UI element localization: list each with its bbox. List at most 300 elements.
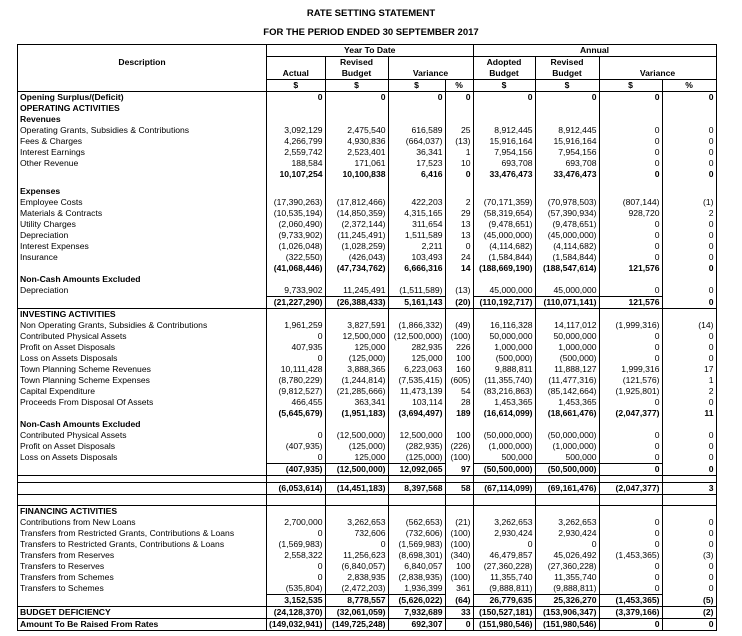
value-cell: 0 xyxy=(599,561,662,572)
table-row xyxy=(18,506,717,518)
value-cell: (14,850,359) xyxy=(325,208,388,219)
value-cell: (125,000) xyxy=(325,441,388,452)
value-cell: (6,053,614) xyxy=(267,483,326,495)
ytd-group-header: Year To Date xyxy=(267,45,474,57)
value-cell: 13 xyxy=(445,219,473,230)
row-label: Operating Grants, Subsidies & Contributions xyxy=(18,125,267,136)
value-cell: 17,523 xyxy=(388,158,445,169)
value-cell: 1 xyxy=(662,375,716,386)
value-cell: (5,626,022) xyxy=(388,595,445,607)
value-cell xyxy=(388,419,445,430)
value-cell xyxy=(325,274,388,285)
value-cell: 12,092,065 xyxy=(388,464,445,476)
value-cell: 0 xyxy=(662,263,716,274)
value-cell: (535,804) xyxy=(267,583,326,595)
value-cell: 100 xyxy=(445,430,473,441)
units-row xyxy=(18,80,717,92)
table-row xyxy=(18,430,717,441)
row-label xyxy=(18,169,267,180)
value-cell xyxy=(267,114,326,125)
value-cell: 1,000,000 xyxy=(473,342,535,353)
value-cell: (1,866,332) xyxy=(388,320,445,331)
value-cell xyxy=(325,495,388,506)
row-label: Profit on Asset Disposals xyxy=(18,441,267,452)
value-cell: 0 xyxy=(599,158,662,169)
value-cell: (47,734,762) xyxy=(325,263,388,274)
row-label: Opening Surplus/(Deficit) xyxy=(18,92,267,104)
value-cell: (2,838,935) xyxy=(388,572,445,583)
value-cell: (50,000,000) xyxy=(473,430,535,441)
value-cell: (11,477,316) xyxy=(535,375,599,386)
table-row xyxy=(18,607,717,619)
value-cell: 1,936,399 xyxy=(388,583,445,595)
row-label: Transfers from Schemes xyxy=(18,572,267,583)
value-cell: (121,576) xyxy=(599,375,662,386)
table-row xyxy=(18,252,717,263)
value-cell: 928,720 xyxy=(599,208,662,219)
value-cell xyxy=(473,506,535,518)
row-label: Insurance xyxy=(18,252,267,263)
value-cell: 103,493 xyxy=(388,252,445,263)
value-cell xyxy=(267,186,326,197)
value-cell: (17,390,263) xyxy=(267,197,326,208)
value-cell: 8,912,445 xyxy=(473,125,535,136)
value-cell xyxy=(445,309,473,321)
value-cell: 7,954,156 xyxy=(535,147,599,158)
row-label xyxy=(18,595,267,607)
value-cell: 0 xyxy=(662,528,716,539)
statement-period: FOR THE PERIOD ENDED 30 SEPTEMBER 2017 xyxy=(263,27,479,38)
value-cell: 0 xyxy=(662,572,716,583)
value-cell: 0 xyxy=(445,92,473,104)
value-cell: 2,930,424 xyxy=(473,528,535,539)
table-row xyxy=(18,386,717,397)
value-cell: (6,840,057) xyxy=(325,561,388,572)
value-cell: 363,341 xyxy=(325,397,388,408)
value-cell xyxy=(267,309,326,321)
value-cell xyxy=(662,506,716,518)
value-cell: 0 xyxy=(325,539,388,550)
value-cell: (21,227,290) xyxy=(267,297,326,309)
value-cell: 0 xyxy=(267,572,326,583)
value-cell xyxy=(445,476,473,483)
value-cell xyxy=(599,274,662,285)
row-label: Amount To Be Raised From Rates xyxy=(18,619,267,631)
table-row xyxy=(18,263,717,274)
statement-title: RATE SETTING STATEMENT xyxy=(306,8,436,19)
adopted-budget-header-1: Adopted xyxy=(473,57,535,69)
value-cell: 0 xyxy=(599,583,662,595)
value-cell: 1,961,259 xyxy=(267,320,326,331)
value-cell: (3,379,166) xyxy=(599,607,662,619)
value-cell xyxy=(325,476,388,483)
value-cell: (27,360,228) xyxy=(473,561,535,572)
value-cell: (4,114,682) xyxy=(473,241,535,252)
value-cell: 8,778,557 xyxy=(325,595,388,607)
value-cell xyxy=(662,476,716,483)
value-cell: 50,000,000 xyxy=(473,331,535,342)
annual-revised-budget-header-2: Budget xyxy=(535,68,599,80)
value-cell: (5,645,679) xyxy=(267,408,326,419)
value-cell xyxy=(445,506,473,518)
value-cell: (100) xyxy=(445,528,473,539)
value-cell: 0 xyxy=(267,353,326,364)
value-cell: 0 xyxy=(599,430,662,441)
value-cell: 0 xyxy=(662,230,716,241)
value-cell: 0 xyxy=(662,219,716,230)
value-cell: 0 xyxy=(535,539,599,550)
actual-header: Actual xyxy=(267,57,326,80)
row-label: Other Revenue xyxy=(18,158,267,169)
value-cell: 24 xyxy=(445,252,473,263)
value-cell: 7,932,689 xyxy=(388,607,445,619)
value-cell: (1,453,365) xyxy=(599,550,662,561)
value-cell xyxy=(662,274,716,285)
value-cell: 0 xyxy=(599,331,662,342)
value-cell: 0 xyxy=(599,92,662,104)
value-cell xyxy=(535,309,599,321)
value-cell: (149,725,248) xyxy=(325,619,388,631)
row-label: BUDGET DEFICIENCY xyxy=(18,607,267,619)
value-cell: (2,060,490) xyxy=(267,219,326,230)
value-cell: 10,107,254 xyxy=(267,169,326,180)
value-cell: (21) xyxy=(445,517,473,528)
table-row xyxy=(18,441,717,452)
row-label: Expenses xyxy=(18,186,267,197)
table-row xyxy=(18,285,717,297)
value-cell: 97 xyxy=(445,464,473,476)
value-cell: 0 xyxy=(662,619,716,631)
table-row xyxy=(18,495,717,506)
value-cell: 0 xyxy=(662,125,716,136)
row-label xyxy=(18,495,267,506)
value-cell: 6,840,057 xyxy=(388,561,445,572)
value-cell: 171,061 xyxy=(325,158,388,169)
value-cell: 0 xyxy=(599,452,662,464)
unit-cell: $ xyxy=(325,80,388,92)
description-header: Description xyxy=(18,45,267,80)
value-cell: (50,500,000) xyxy=(473,464,535,476)
table-row xyxy=(18,114,717,125)
value-cell: 0 xyxy=(267,528,326,539)
value-cell: 121,576 xyxy=(599,263,662,274)
value-cell: (226) xyxy=(445,441,473,452)
row-label: Non-Cash Amounts Excluded xyxy=(18,274,267,285)
value-cell: (1,584,844) xyxy=(535,252,599,263)
value-cell: 0 xyxy=(445,619,473,631)
value-cell xyxy=(599,476,662,483)
row-label: Contributions from New Loans xyxy=(18,517,267,528)
value-cell xyxy=(267,103,326,114)
value-cell: 0 xyxy=(599,342,662,353)
value-cell: (50,000,000) xyxy=(535,430,599,441)
value-cell: (500,000) xyxy=(535,353,599,364)
value-cell: 0 xyxy=(388,92,445,104)
value-cell: 500,000 xyxy=(535,452,599,464)
row-label: Proceeds From Disposal Of Assets xyxy=(18,397,267,408)
value-cell xyxy=(599,103,662,114)
value-cell: 2,475,540 xyxy=(325,125,388,136)
value-cell xyxy=(473,309,535,321)
value-cell: 12,500,000 xyxy=(388,430,445,441)
row-label: Transfers to Restricted Grants, Contributions & Loans xyxy=(18,539,267,550)
table-row xyxy=(18,241,717,252)
revised-budget-header-1: Revised xyxy=(325,57,388,69)
row-label: Depreciation xyxy=(18,285,267,297)
value-cell: (10,535,194) xyxy=(267,208,326,219)
value-cell xyxy=(267,419,326,430)
value-cell: (1,951,183) xyxy=(325,408,388,419)
value-cell: 6,666,316 xyxy=(388,263,445,274)
value-cell: 282,935 xyxy=(388,342,445,353)
value-cell: 125,000 xyxy=(325,342,388,353)
value-cell: 7,954,156 xyxy=(473,147,535,158)
value-cell: 25 xyxy=(445,125,473,136)
value-cell xyxy=(535,114,599,125)
table-row xyxy=(18,375,717,386)
value-cell: 0 xyxy=(662,158,716,169)
value-cell: 693,708 xyxy=(535,158,599,169)
row-label: Revenues xyxy=(18,114,267,125)
unit-cell: % xyxy=(662,80,716,92)
value-cell: 692,307 xyxy=(388,619,445,631)
value-cell: (49) xyxy=(445,320,473,331)
value-cell xyxy=(445,419,473,430)
value-cell: (149,032,941) xyxy=(267,619,326,631)
value-cell: 0 xyxy=(662,561,716,572)
value-cell xyxy=(662,495,716,506)
value-cell: 14,117,012 xyxy=(535,320,599,331)
value-cell: 17 xyxy=(662,364,716,375)
value-cell: (1,569,983) xyxy=(388,539,445,550)
value-cell: (16,614,099) xyxy=(473,408,535,419)
value-cell: (26,388,433) xyxy=(325,297,388,309)
value-cell xyxy=(535,476,599,483)
value-cell: (150,527,181) xyxy=(473,607,535,619)
value-cell: 0 xyxy=(599,285,662,297)
row-label xyxy=(18,464,267,476)
annual-variance-header: Variance xyxy=(599,57,716,80)
value-cell: 4,315,165 xyxy=(388,208,445,219)
value-cell: (1,569,983) xyxy=(267,539,326,550)
value-cell: 11 xyxy=(662,408,716,419)
value-cell: (9,733,902) xyxy=(267,230,326,241)
value-cell xyxy=(473,419,535,430)
value-cell: (9,888,811) xyxy=(535,583,599,595)
value-cell: (83,216,863) xyxy=(473,386,535,397)
value-cell: (110,192,717) xyxy=(473,297,535,309)
table-row xyxy=(18,169,717,180)
value-cell xyxy=(473,274,535,285)
value-cell: (7,535,415) xyxy=(388,375,445,386)
value-cell: 45,026,492 xyxy=(535,550,599,561)
value-cell xyxy=(473,186,535,197)
unit-cell: $ xyxy=(473,80,535,92)
value-cell: (605) xyxy=(445,375,473,386)
table-row xyxy=(18,550,717,561)
value-cell: 54 xyxy=(445,386,473,397)
value-cell: (322,550) xyxy=(267,252,326,263)
value-cell: 361 xyxy=(445,583,473,595)
value-cell: (69,161,476) xyxy=(535,483,599,495)
value-cell: 11,888,127 xyxy=(535,364,599,375)
value-cell: 500,000 xyxy=(473,452,535,464)
value-cell xyxy=(388,495,445,506)
row-label: INVESTING ACTIVITIES xyxy=(18,309,267,321)
row-label: Non-Cash Amounts Excluded xyxy=(18,419,267,430)
value-cell: 121,576 xyxy=(599,297,662,309)
row-label: Town Planning Scheme Expenses xyxy=(18,375,267,386)
value-cell xyxy=(599,186,662,197)
value-cell: 0 xyxy=(599,528,662,539)
table-row xyxy=(18,561,717,572)
value-cell xyxy=(662,186,716,197)
value-cell: (282,935) xyxy=(388,441,445,452)
table-row xyxy=(18,320,717,331)
value-cell: (5) xyxy=(662,595,716,607)
value-cell xyxy=(473,103,535,114)
value-cell: 0 xyxy=(662,136,716,147)
value-cell: 11,473,139 xyxy=(388,386,445,397)
value-cell: (1,028,259) xyxy=(325,241,388,252)
value-cell: 15,916,164 xyxy=(535,136,599,147)
value-cell: (807,144) xyxy=(599,197,662,208)
row-label: Transfers to Schemes xyxy=(18,583,267,595)
value-cell xyxy=(445,186,473,197)
value-cell: 0 xyxy=(662,169,716,180)
value-cell: 0 xyxy=(662,441,716,452)
value-cell: 0 xyxy=(599,619,662,631)
value-cell: (18,661,476) xyxy=(535,408,599,419)
value-cell: (20) xyxy=(445,297,473,309)
value-cell xyxy=(445,103,473,114)
value-cell: 0 xyxy=(662,342,716,353)
table-row xyxy=(18,583,717,595)
value-cell: (9,478,651) xyxy=(535,219,599,230)
value-cell: 311,654 xyxy=(388,219,445,230)
table-row xyxy=(18,219,717,230)
table-row xyxy=(18,309,717,321)
value-cell: 0 xyxy=(599,397,662,408)
value-cell xyxy=(535,506,599,518)
value-cell: 25,326,270 xyxy=(535,595,599,607)
value-cell: (2) xyxy=(662,607,716,619)
value-cell: (8,698,301) xyxy=(388,550,445,561)
value-cell xyxy=(267,506,326,518)
value-cell xyxy=(325,186,388,197)
value-cell: (1,925,801) xyxy=(599,386,662,397)
value-cell: 0 xyxy=(662,397,716,408)
value-cell: 100 xyxy=(445,353,473,364)
value-cell xyxy=(445,114,473,125)
annual-revised-budget-header-1: Revised xyxy=(535,57,599,69)
value-cell: 422,203 xyxy=(388,197,445,208)
value-cell: 0 xyxy=(662,92,716,104)
value-cell: (100) xyxy=(445,572,473,583)
value-cell: 45,000,000 xyxy=(535,285,599,297)
table-row xyxy=(18,517,717,528)
table-body xyxy=(18,92,717,631)
value-cell: 33,476,473 xyxy=(535,169,599,180)
value-cell xyxy=(662,419,716,430)
value-cell: (3) xyxy=(662,550,716,561)
table-row xyxy=(18,353,717,364)
value-cell: 0 xyxy=(267,92,326,104)
row-label: Loss on Assets Disposals xyxy=(18,353,267,364)
value-cell: 0 xyxy=(662,464,716,476)
value-cell: 0 xyxy=(599,441,662,452)
row-label: Loss on Assets Disposals xyxy=(18,452,267,464)
table-row xyxy=(18,158,717,169)
value-cell: 0 xyxy=(445,169,473,180)
value-cell: 1,453,365 xyxy=(473,397,535,408)
value-cell: 2 xyxy=(662,208,716,219)
value-cell: 0 xyxy=(662,147,716,158)
unit-cell: $ xyxy=(267,80,326,92)
value-cell xyxy=(325,506,388,518)
value-cell xyxy=(325,419,388,430)
value-cell: 28 xyxy=(445,397,473,408)
row-label: Transfers to Reserves xyxy=(18,561,267,572)
value-cell: (1,026,048) xyxy=(267,241,326,252)
row-label: Fees & Charges xyxy=(18,136,267,147)
revised-budget-header-2: Budget xyxy=(325,68,388,80)
table-row xyxy=(18,476,717,483)
value-cell: 2,558,322 xyxy=(267,550,326,561)
value-cell: (100) xyxy=(445,539,473,550)
value-cell: 16,116,328 xyxy=(473,320,535,331)
value-cell: 0 xyxy=(599,230,662,241)
value-cell: 33,476,473 xyxy=(473,169,535,180)
value-cell: 0 xyxy=(599,572,662,583)
value-cell: 3,092,129 xyxy=(267,125,326,136)
value-cell xyxy=(388,506,445,518)
table-header xyxy=(18,45,717,92)
value-cell: 45,000,000 xyxy=(473,285,535,297)
value-cell: (21,285,666) xyxy=(325,386,388,397)
value-cell: 0 xyxy=(267,452,326,464)
value-cell xyxy=(267,495,326,506)
value-cell: 3,262,653 xyxy=(473,517,535,528)
value-cell xyxy=(599,114,662,125)
value-cell: (12,500,000) xyxy=(388,331,445,342)
value-cell: (1,584,844) xyxy=(473,252,535,263)
table-row xyxy=(18,147,717,158)
value-cell: (45,000,000) xyxy=(535,230,599,241)
value-cell xyxy=(325,114,388,125)
value-cell: (70,171,359) xyxy=(473,197,535,208)
table-row xyxy=(18,408,717,419)
value-cell xyxy=(535,495,599,506)
value-cell: 2,523,401 xyxy=(325,147,388,158)
value-cell xyxy=(388,274,445,285)
value-cell: 0 xyxy=(473,539,535,550)
value-cell: (12,500,000) xyxy=(325,464,388,476)
value-cell: 0 xyxy=(662,583,716,595)
value-cell: 4,266,799 xyxy=(267,136,326,147)
row-label: Utility Charges xyxy=(18,219,267,230)
table-row xyxy=(18,197,717,208)
value-cell: (9,812,527) xyxy=(267,386,326,397)
value-cell: 26,779,635 xyxy=(473,595,535,607)
value-cell: 0 xyxy=(599,136,662,147)
value-cell: (58,319,654) xyxy=(473,208,535,219)
table-row xyxy=(18,539,717,550)
value-cell xyxy=(535,103,599,114)
value-cell: 0 xyxy=(662,353,716,364)
unit-cell: $ xyxy=(535,80,599,92)
value-cell: 1 xyxy=(445,147,473,158)
